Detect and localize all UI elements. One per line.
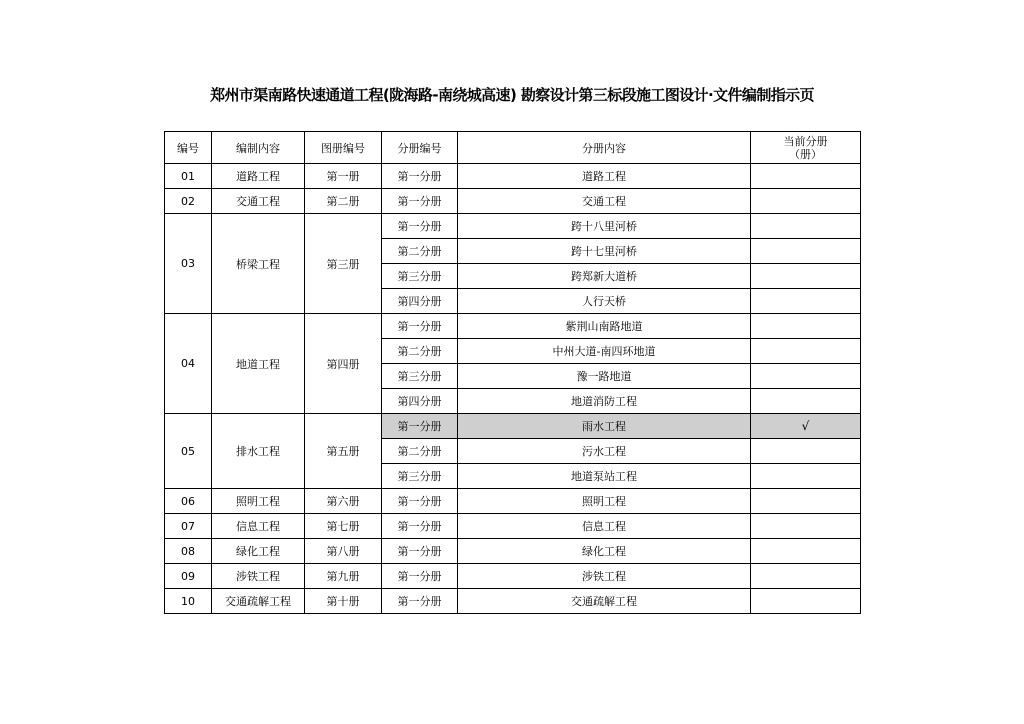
row-volcontent: 交通疏解工程	[458, 589, 751, 614]
row-num: 02	[165, 189, 212, 214]
row-content: 桥梁工程	[212, 214, 305, 314]
header-volcontent: 分册内容	[458, 132, 751, 164]
row-volcontent: 中州大道-南四环地道	[458, 339, 751, 364]
row-vol: 第二分册	[382, 439, 458, 464]
table-row	[165, 589, 861, 614]
row-volcontent: 跨郑新大道桥	[458, 264, 751, 289]
header-content: 编制内容	[212, 132, 305, 164]
row-vol: 第一分册	[382, 489, 458, 514]
header-current-line2: （册）	[789, 147, 822, 161]
table-row	[165, 314, 861, 339]
row-current	[751, 589, 861, 614]
row-num: 09	[165, 564, 212, 589]
row-vol: 第一分册	[382, 214, 458, 239]
row-volcontent: 照明工程	[458, 489, 751, 514]
row-num: 01	[165, 164, 212, 189]
row-current	[751, 314, 861, 339]
row-vol: 第一分册	[382, 189, 458, 214]
table-row	[165, 164, 861, 189]
row-current	[751, 564, 861, 589]
row-book: 第八册	[305, 539, 382, 564]
table-row	[165, 489, 861, 514]
row-volcontent: 人行天桥	[458, 289, 751, 314]
row-current	[751, 189, 861, 214]
row-volcontent: 豫一路地道	[458, 364, 751, 389]
header-current	[751, 132, 861, 164]
row-book: 第七册	[305, 514, 382, 539]
row-vol: 第四分册	[382, 289, 458, 314]
row-num: 03	[165, 214, 212, 314]
row-vol: 第三分册	[382, 464, 458, 489]
row-vol: 第一分册	[382, 314, 458, 339]
row-vol: 第一分册	[382, 514, 458, 539]
row-num: 04	[165, 314, 212, 414]
header-current-line1: 当前分册	[783, 134, 828, 148]
row-vol: 第二分册	[382, 339, 458, 364]
row-volcontent: 涉铁工程	[458, 564, 751, 589]
row-volcontent: 跨十七里河桥	[458, 239, 751, 264]
row-volcontent: 紫荆山南路地道	[458, 314, 751, 339]
row-num: 08	[165, 539, 212, 564]
table-row	[165, 414, 861, 439]
row-book: 第二册	[305, 189, 382, 214]
row-vol: 第一分册	[382, 589, 458, 614]
row-num: 07	[165, 514, 212, 539]
header-num: 编号	[165, 132, 212, 164]
row-current	[751, 389, 861, 414]
row-num: 10	[165, 589, 212, 614]
row-vol: 第二分册	[382, 239, 458, 264]
row-content: 绿化工程	[212, 539, 305, 564]
table-row	[165, 539, 861, 564]
row-current	[751, 289, 861, 314]
row-current	[751, 464, 861, 489]
row-vol: 第四分册	[382, 389, 458, 414]
row-current	[751, 339, 861, 364]
row-book: 第一册	[305, 164, 382, 189]
row-content: 照明工程	[212, 489, 305, 514]
row-book: 第五册	[305, 414, 382, 489]
page-title: 郑州市渠南路快速通道工程(陇海路-南绕城高速) 勘察设计第三标段施工图设计·文件编制指示页	[210, 86, 814, 104]
row-current	[751, 514, 861, 539]
row-current	[751, 164, 861, 189]
row-num: 06	[165, 489, 212, 514]
row-current	[751, 264, 861, 289]
row-book: 第六册	[305, 489, 382, 514]
row-current	[751, 439, 861, 464]
row-volcontent: 地道泵站工程	[458, 464, 751, 489]
row-volcontent: 绿化工程	[458, 539, 751, 564]
row-content: 交通工程	[212, 189, 305, 214]
row-volcontent: 跨十八里河桥	[458, 214, 751, 239]
table-row	[165, 564, 861, 589]
row-current	[751, 489, 861, 514]
row-book: 第十册	[305, 589, 382, 614]
row-vol: 第一分册	[382, 539, 458, 564]
row-volcontent: 道路工程	[458, 164, 751, 189]
row-vol: 第三分册	[382, 264, 458, 289]
row-volcontent: 地道消防工程	[458, 389, 751, 414]
header-book: 图册编号	[305, 132, 382, 164]
table-body	[165, 164, 861, 614]
row-vol: 第一分册	[382, 164, 458, 189]
row-content: 地道工程	[212, 314, 305, 414]
row-content: 涉铁工程	[212, 564, 305, 589]
row-book: 第三册	[305, 214, 382, 314]
table-row	[165, 189, 861, 214]
row-vol: 第三分册	[382, 364, 458, 389]
row-volcontent: 污水工程	[458, 439, 751, 464]
row-vol: 第一分册	[382, 414, 458, 439]
row-current	[751, 539, 861, 564]
table-row	[165, 214, 861, 239]
row-volcontent: 雨水工程	[458, 414, 751, 439]
row-content: 道路工程	[212, 164, 305, 189]
row-content: 排水工程	[212, 414, 305, 489]
current-check-mark: √	[751, 414, 861, 439]
header-row	[165, 132, 861, 164]
row-vol: 第一分册	[382, 564, 458, 589]
row-book: 第九册	[305, 564, 382, 589]
row-content: 交通疏解工程	[212, 589, 305, 614]
row-current	[751, 214, 861, 239]
index-table	[164, 131, 861, 614]
row-volcontent: 交通工程	[458, 189, 751, 214]
table-row	[165, 514, 861, 539]
row-current	[751, 364, 861, 389]
row-book: 第四册	[305, 314, 382, 414]
row-num: 05	[165, 414, 212, 489]
row-content: 信息工程	[212, 514, 305, 539]
header-vol: 分册编号	[382, 132, 458, 164]
row-volcontent: 信息工程	[458, 514, 751, 539]
row-current	[751, 239, 861, 264]
